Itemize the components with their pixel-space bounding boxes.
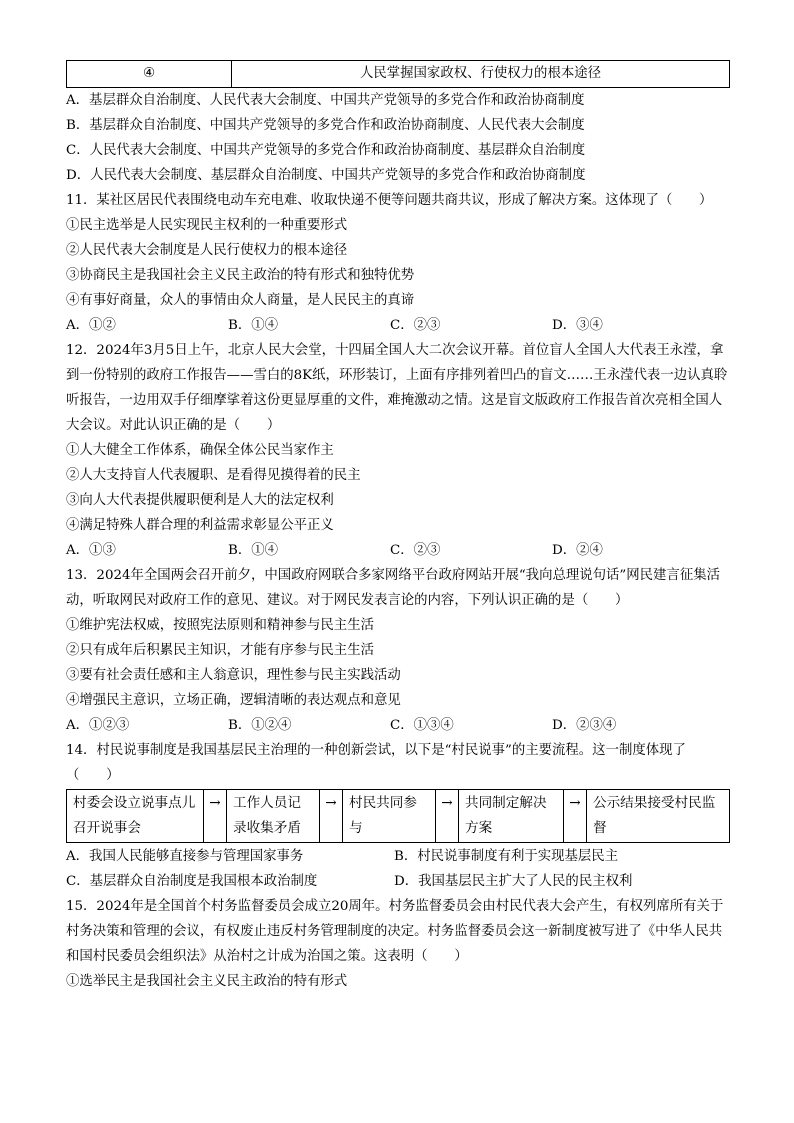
question-stem: 12．2024年3月5日上午，北京人民大会堂，十四届全国人大二次会议开幕。首位盲人全国人大代表王永滢，拿到一份特别的政府工作报告——雪白的8K纸，环形装订，上面有序排列着凹凸的盲文……王永滢代表一边认真聆听报告，一边用双手仔细摩挲着这份更显厚重的文件，难掩激动之情。这是盲文版政府工作报告首次亮相全国人大会议。对此认识正确的是（ ） <box>66 343 728 433</box>
statement-item: ③要有社会责任感和主人翁意识，理性参与民主实践活动 <box>66 668 401 683</box>
option-c: C．②③ <box>390 318 441 333</box>
arrow-right-icon: → <box>204 790 227 843</box>
option-c: C．基层群众自治制度是我国根本政治制度 <box>66 874 318 889</box>
flow-step-4: 共同制定解决方案 <box>459 790 564 843</box>
option-b: B．①④ <box>228 543 279 558</box>
option-a: A．基层群众自治制度、人民代表大会制度、中国共产党领导的多党合作和政治协商制度 <box>66 93 585 108</box>
statement-item: ④有事好商量，众人的事情由众人商量，是人民民主的真谛 <box>66 293 415 308</box>
arrow-right-icon: → <box>564 790 587 843</box>
flow-step-1: 村委会设立说事点儿召开说事会 <box>67 790 204 843</box>
question-11 <box>66 188 730 338</box>
option-a: A．①③ <box>66 543 116 558</box>
table-row <box>67 61 730 88</box>
option-d: D．②③④ <box>552 718 617 733</box>
q10-options <box>66 88 730 188</box>
answer-options <box>66 538 730 563</box>
statement-item: ②只有成年后积累民主知识，才能有序参与民主生活 <box>66 643 374 658</box>
statement-item: ③协商民主是我国社会主义民主政治的特有形式和独特优势 <box>66 268 415 283</box>
answer-options <box>66 713 730 738</box>
arrow-right-icon: → <box>320 790 343 843</box>
flow-step-3: 村民共同参与 <box>343 790 436 843</box>
question-stem: 13．2024年全国两会召开前夕，中国政府网联合多家网络平台政府网站开展“我向总理说句话”网民建言征集活动，听取网民对政府工作的意见、建议。对于网民发表言论的内容，下列认识正确的是（ ） <box>66 568 720 608</box>
statement-item: ①人大健全工作体系，确保全体公民当家作主 <box>66 443 334 458</box>
statement-item: ①民主选举是人民实现民主权利的一种重要形式 <box>66 218 348 233</box>
system-table <box>66 60 730 88</box>
flow-step-2: 工作人员记录收集矛盾 <box>227 790 320 843</box>
question-14 <box>66 738 730 894</box>
question-stem: 14．村民说事制度是我国基层民主治理的一种创新尝试，以下是“村民说事”的主要流程。这一制度体现了（ ） <box>66 743 686 783</box>
table-row <box>67 790 730 843</box>
statement-item: ④增强民主意识，立场正确，逻辑清晰的表达观点和意见 <box>66 693 401 708</box>
question-15 <box>66 894 730 994</box>
statement-item: ③向人大代表提供履职便利是人大的法定权利 <box>66 493 334 508</box>
question-stem: 11．某社区居民代表围绕电动车充电难、收取快递不便等问题共商共议，形成了解决方案。这体现了（ ） <box>66 193 713 208</box>
option-d: D．②④ <box>552 543 603 558</box>
answer-options <box>66 844 730 894</box>
option-a: A．①② <box>66 318 116 333</box>
option-d: D．我国基层民主扩大了人民的民主权利 <box>394 874 633 889</box>
option-d: D．③④ <box>552 318 603 333</box>
exam-page <box>66 60 730 994</box>
table-cell-desc: 人民掌握国家政权、行使权力的根本途径 <box>232 61 730 88</box>
flow-step-5: 公示结果接受村民监督 <box>587 790 730 843</box>
option-c: C．②③ <box>390 543 441 558</box>
answer-options <box>66 313 730 338</box>
statement-item: ②人大支持盲人代表履职、是看得见摸得着的民主 <box>66 468 361 483</box>
arrow-right-icon: → <box>436 790 459 843</box>
option-b: B．①④ <box>228 318 279 333</box>
option-b: B．基层群众自治制度、中国共产党领导的多党合作和政治协商制度、人民代表大会制度 <box>66 118 585 133</box>
statement-item: ②人民代表大会制度是人民行使权力的根本途径 <box>66 243 348 258</box>
process-flow-table <box>66 789 730 843</box>
statement-item: ①选举民主是我国社会主义民主政治的特有形式 <box>66 974 348 989</box>
statement-item: ①维护宪法权威，按照宪法原则和精神参与民主生活 <box>66 618 374 633</box>
table-cell-num: ④ <box>67 61 232 88</box>
option-b: B．村民说事制度有利于实现基层民主 <box>394 849 619 864</box>
question-13 <box>66 563 730 738</box>
option-c: C．①③④ <box>390 718 454 733</box>
option-d: D．人民代表大会制度、基层群众自治制度、中国共产党领导的多党合作和政治协商制度 <box>66 168 586 183</box>
statement-item: ④满足特殊人群合理的利益需求彰显公平正义 <box>66 518 334 533</box>
question-12 <box>66 338 730 563</box>
option-a: A．我国人民能够直接参与管理国家事务 <box>66 849 304 864</box>
option-c: C．人民代表大会制度、中国共产党领导的多党合作和政治协商制度、基层群众自治制度 <box>66 143 586 158</box>
question-stem: 15．2024年是全国首个村务监督委员会成立20周年。村务监督委员会由村民代表大会产生，有权列席所有关于村务决策和管理的会议，有权废止违反村务管理制度的决定。村务监督委员会这一新制度被写进了《中华人民共和国村民委员会组织法》从治村之计成为治国之策。这表明（ ） <box>66 899 724 964</box>
option-a: A．①②③ <box>66 718 130 733</box>
option-b: B．①②④ <box>228 718 292 733</box>
